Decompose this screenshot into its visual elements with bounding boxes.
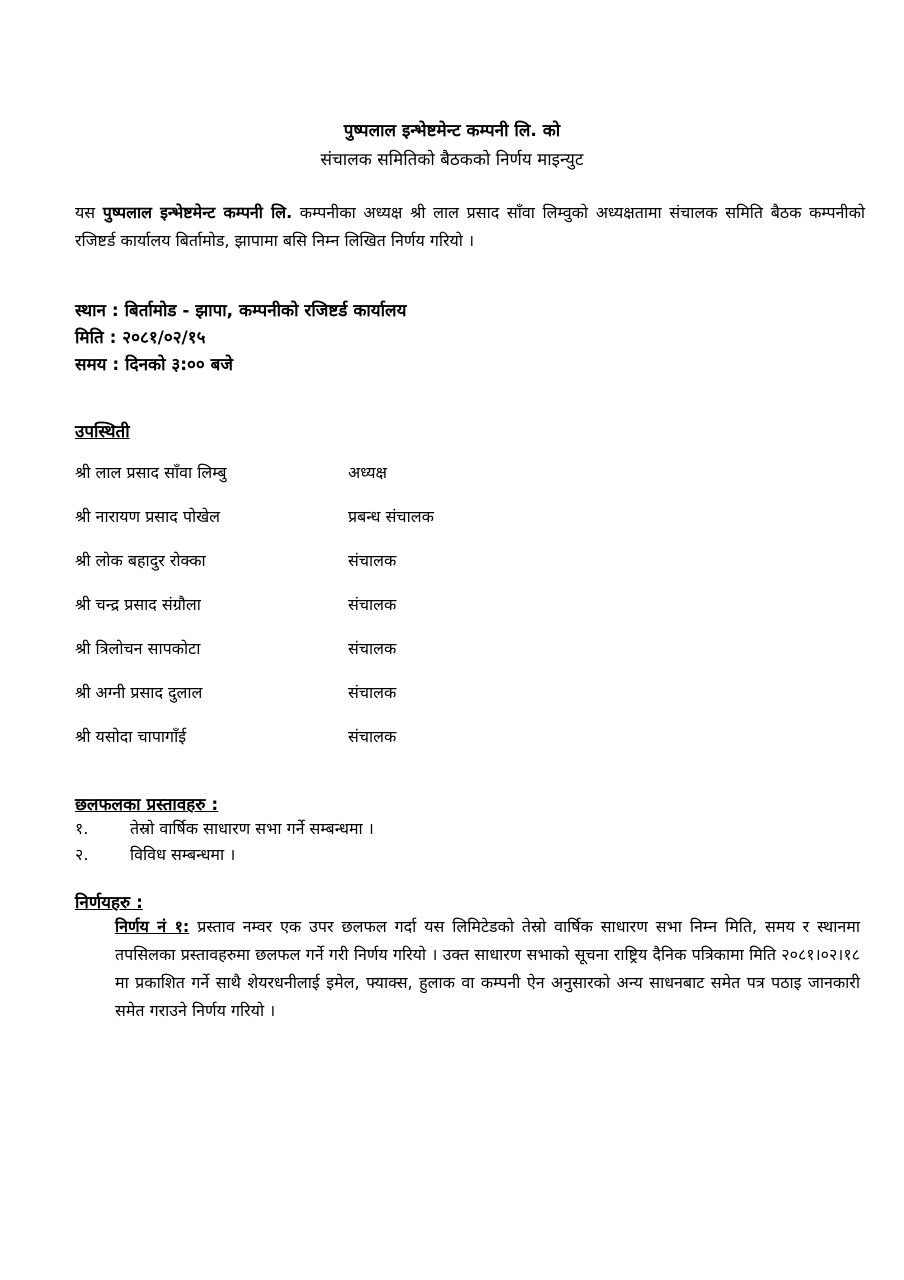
meeting-place: स्थान : बिर्तामोड - झापा, कम्पनीको रजिष्टर्ड कार्यालय [75, 301, 407, 321]
intro-company-name: पुष्पलाल इन्भेष्टमेन्ट कम्पनी लि. [102, 203, 293, 222]
attendee-name: श्री लोक बहादुर रोक्का [75, 551, 206, 570]
attendee-name: श्री नारायण प्रसाद पोखेल [75, 507, 221, 526]
document-subtitle: संचालक समितिको बैठकको निर्णय माइन्युट [320, 150, 584, 170]
agenda-heading: छलफलका प्रस्तावहरु : [75, 795, 219, 815]
attendee-role: संचालक [348, 551, 397, 570]
attendee-role: संचालक [348, 727, 397, 746]
intro-prefix: यस [75, 203, 103, 222]
intro-paragraph [75, 199, 865, 255]
agenda-item-number: १. [75, 819, 89, 838]
attendee-name: श्री लाल प्रसाद साँवा लिम्बु [75, 463, 227, 482]
decisions-heading: निर्णयहरु : [75, 893, 143, 913]
attendee-role: संचालक [348, 595, 397, 614]
attendance-heading: उपस्थिती [75, 422, 130, 442]
attendee-role: संचालक [348, 683, 397, 702]
agenda-item-text: तेस्रो वार्षिक साधारण सभा गर्ने सम्बन्धमा । [130, 819, 374, 838]
document-title: पुष्पलाल इन्भेष्टमेन्ट कम्पनी लि. को [343, 121, 561, 141]
attendee-name: श्री अग्नी प्रसाद दुलाल [75, 683, 203, 702]
meeting-date: मिति : २०८१/०२/१५ [75, 328, 206, 348]
attendee-name: श्री त्रिलोचन सापकोटा [75, 639, 201, 658]
attendee-name: श्री यसोदा चापागाँई [75, 727, 187, 746]
attendee-name: श्री चन्द्र प्रसाद संग्रौला [75, 595, 201, 614]
decision-label: निर्णय नं १: [115, 917, 190, 936]
agenda-item-number: २. [75, 845, 89, 864]
attendee-role: अध्यक्ष [348, 463, 387, 482]
decision-text: प्रस्ताव नम्वर एक उपर छलफल गर्दा यस लिमिटेडको तेस्रो वार्षिक साधारण सभा निम्न मिति, समय र स्थानमा तपसिलका प्रस्तावहरुमा छलफल गर्ने गरी निर्णय गरियो । उक्त साधारण सभाको सूचना राष्ट्रिय दैनिक पत्रिकामा मिति २०८१।०२।१८ मा प्रकाशित गर्ने साथै शेयरधनीलाई इमेल, फ्याक्स, हुलाक वा कम्पनी ऐन अनुसारको अन्य साधनबाट समेत पत्र पठाइ जानकारी समेत गराउने निर्णय गरियो । [115, 917, 860, 1020]
attendee-role: संचालक [348, 639, 397, 658]
intro-text: कम्पनीका अध्यक्ष श्री लाल प्रसाद साँवा लिम्वुको अध्यक्षतामा संचालक समिति बैठक कम्पनीको रजिष्टर्ड कार्यालय बिर्तामोड, झापामा बसि निम्न लिखित निर्णय गरियो । [75, 203, 866, 250]
agenda-item-text: विविध सम्बन्धमा । [130, 845, 236, 864]
meeting-time: समय : दिनको ३:०० बजे [75, 355, 233, 375]
attendee-role: प्रबन्ध संचालक [348, 507, 434, 526]
decision-paragraph [115, 913, 860, 1025]
